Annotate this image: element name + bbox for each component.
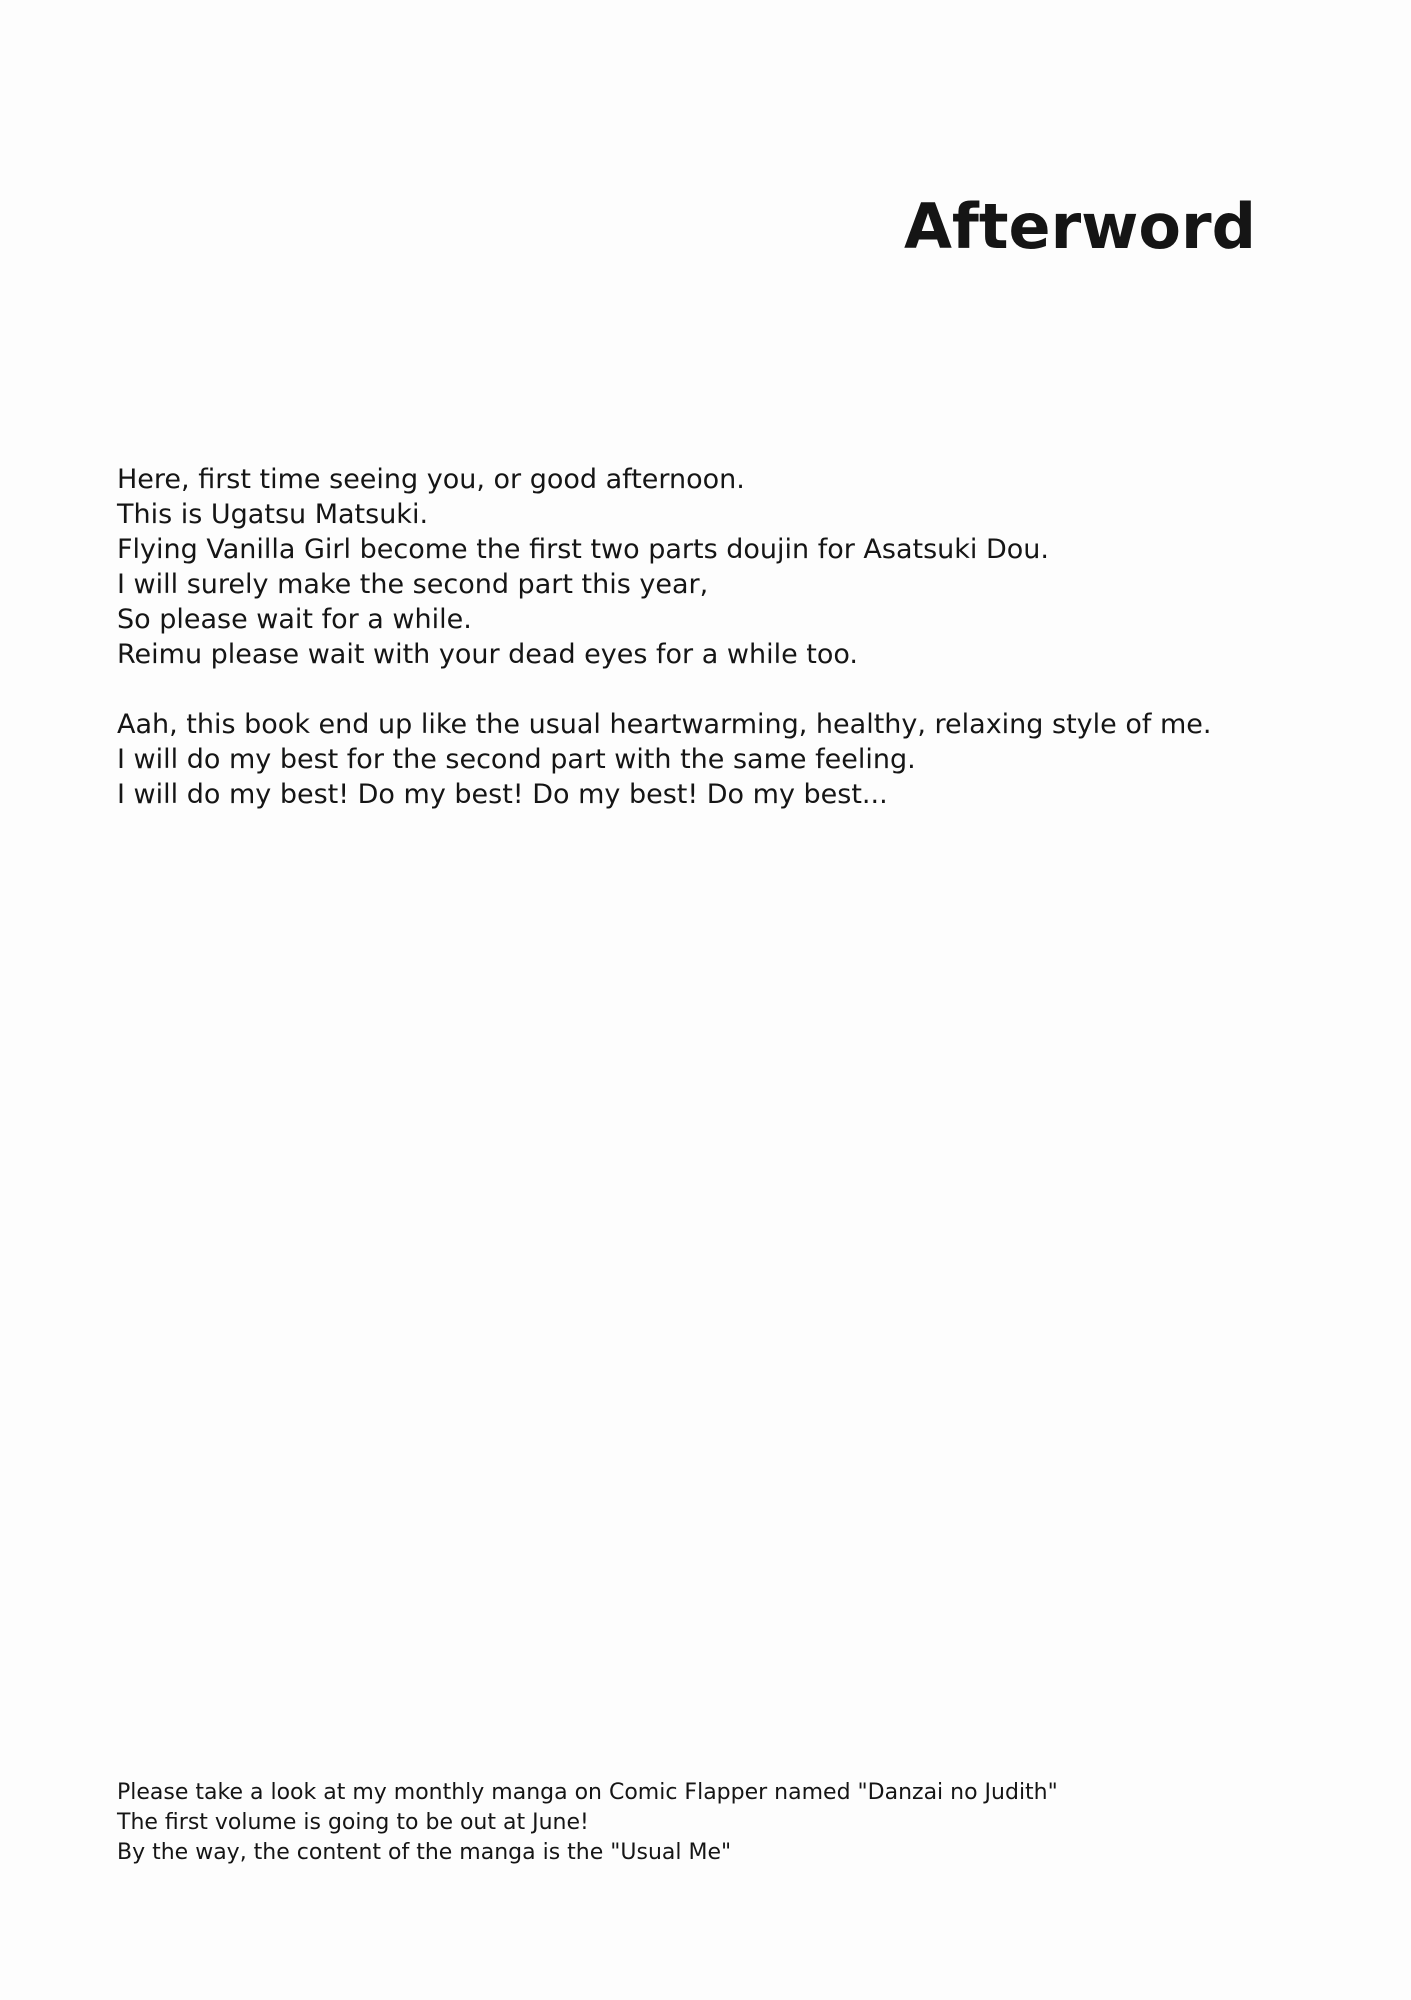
text-line: Aah, this book end up like the usual heartwarming, healthy, relaxing style of me. [117,709,1212,740]
footnote-line: The first volume is going to be out at June! [117,1810,589,1835]
text-line: Reimu please wait with your dead eyes for a while too. [117,639,858,670]
footnote [117,1778,1297,1868]
footnote-line: Please take a look at my monthly manga on Comic Flapper named "Danzai no Judith" [117,1780,1058,1805]
paragraph-2 [117,707,1297,812]
paragraph-1 [117,462,1297,672]
text-line: Flying Vanilla Girl become the first two parts doujin for Asatsuki Dou. [117,534,1050,565]
text-line: I will surely make the second part this year, [117,569,709,600]
footnote-line: By the way, the content of the manga is the "Usual Me" [117,1840,732,1865]
text-line: I will do my best! Do my best! Do my best! Do my best... [117,779,888,810]
afterword-body [117,462,1297,847]
text-line: Here, first time seeing you, or good afternoon. [117,464,745,495]
text-line: I will do my best for the second part with the same feeling. [117,744,916,775]
page-title: Afterword [903,190,1256,263]
text-line: So please wait for a while. [117,604,472,635]
text-line: This is Ugatsu Matsuki. [117,499,429,530]
